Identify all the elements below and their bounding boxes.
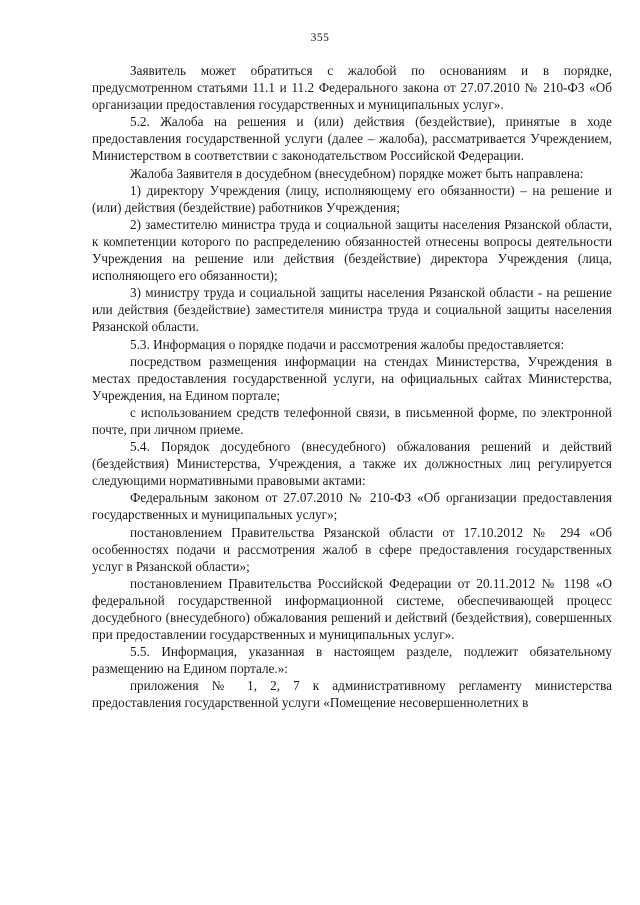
paragraph: Федеральным законом от 27.07.2010 № 210-ФЗ «Об организации предоставления государственных и муниципальных услуг»; (92, 490, 612, 523)
paragraph: 5.4. Порядок досудебного (внесудебного) обжалования решений и действий (бездействия) Министерства, Учреждения, а также их должностных лиц регулируется следующими нормативными правовыми актами: (92, 439, 612, 489)
document-body (92, 62, 612, 712)
paragraph: Жалоба Заявителя в досудебном (внесудебном) порядке может быть направлена: (130, 165, 584, 181)
paragraph: 2) заместителю министра труда и социальной защиты населения Рязанской области, к компетенции которого по распределению обязанностей отнесены вопросы деятельности Учреждения на решение или действия (бездействие) директора Учреждения (лица, исполняющего его обязанности); (92, 216, 612, 284)
paragraph: постановлением Правительства Российской Федерации от 20.11.2012 № 1198 «О федеральной государственной информационной системе, обеспечивающей процесс досудебного (внесудебного) обжалования решений и действий (бездействия), совершенных при предоставлении государственных и муниципальных услуг». (92, 575, 612, 643)
paragraph: 3) министру труда и социальной защиты населения Рязанской области - на решение или действия (бездействие) заместителя министра труда и социальной защиты населения Рязанской области. (92, 285, 612, 335)
paragraph: с использованием средств телефонной связи, в письменной форме, по электронной почте, при личном приеме. (92, 404, 612, 437)
paragraph: постановлением Правительства Рязанской области от 17.10.2012 № 294 «Об особенностях подачи и рассмотрения жалоб в сфере предоставления государственных услуг в Рязанской области»; (92, 524, 612, 574)
paragraph: 5.3. Информация о порядке подачи и рассмотрения жалобы предоставляется: (130, 336, 565, 352)
paragraph: 5.5. Информация, указанная в настоящем разделе, подлежит обязательному размещению на Едином портале.»: (92, 644, 612, 677)
paragraph: посредством размещения информации на стендах Министерства, Учреждения в местах предоставления государственной услуги, на официальных сайтах Министерства, Учреждения, на Едином портале; (92, 353, 612, 403)
paragraph: Заявитель может обратиться с жалобой по основаниям и в порядке, предусмотренном статьями 11.1 и 11.2 Федерального закона от 27.07.2010 № 210-ФЗ «Об организации предоставления государственных и муниципальных услуг». (92, 63, 612, 113)
paragraph: 5.2. Жалоба на решения и (или) действия (бездействие), принятые в ходе предоставления государственной услуги (далее – жалоба), рассматривается Учреждением, Министерством в соответствии с законодательством Российской Федерации. (92, 114, 612, 164)
page-number: 355 (310, 32, 330, 44)
paragraph: приложения № 1, 2, 7 к административному регламенту министерства предоставления государственной услуги «Помещение несовершеннолетних в (92, 678, 612, 711)
paragraph: 1) директору Учреждения (лицу, исполняющему его обязанности) – на решение и (или) действия (бездействие) работников Учреждения; (92, 182, 612, 215)
